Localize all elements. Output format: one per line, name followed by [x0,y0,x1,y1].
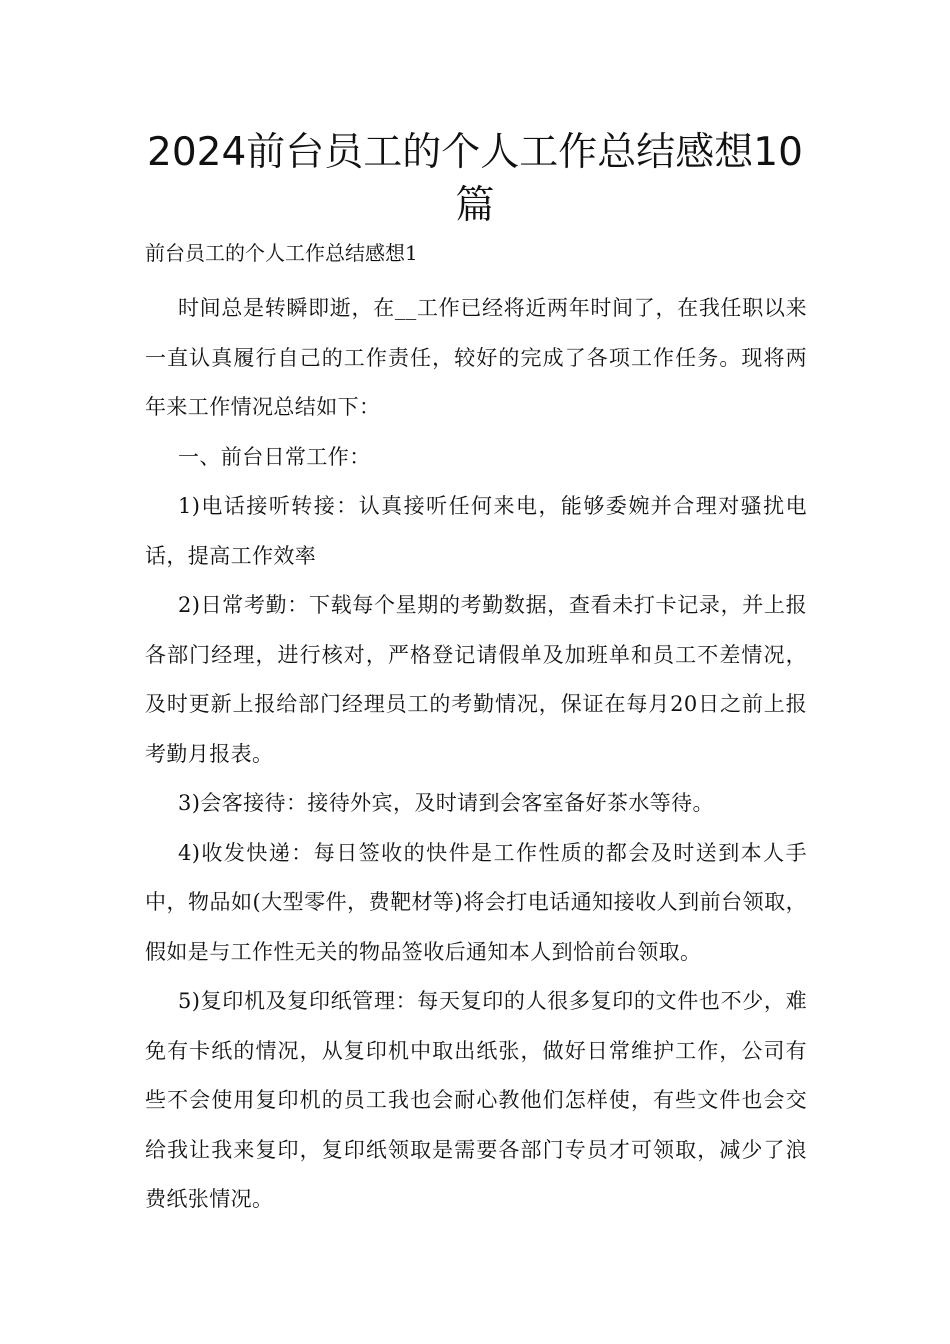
paragraph-phone: 1)电话接听转接：认真接听任何来电，能够委婉并合理对骚扰电话，提高工作效率 [145,494,807,568]
paragraph-section-one: 一、前台日常工作： [178,444,371,469]
paragraph-reception: 3)会客接待：接待外宾，及时请到会客室备好茶水等待。 [178,791,714,815]
document-body [145,284,807,1225]
paragraph-intro: 时间总是转瞬即逝，在__工作已经将近两年时间了，在我任职以来一直认真履行自己的工作责任，较好的完成了各项工作任务。现将两年来工作情况总结如下： [145,296,807,419]
paragraph-attendance: 2)日常考勤：下载每个星期的考勤数据，查看未打卡记录，并上报各部门经理，进行核对，严格登记请假单及加班单和员工不差情况，及时更新上报给部门经理员工的考勤情况，保证在每月20日之前上报考勤月报表。 [145,593,807,766]
section-heading: 前台员工的个人工作总结感想1 [145,241,418,265]
paragraph-courier: 4)收发快递：每日签收的快件是工作性质的都会及时送到本人手中，物品如(大型零件，费靶材等)将会打电话通知接收人到前台领取，假如是与工作性无关的物品签收后通知本人到恰前台领取。 [145,840,807,964]
paragraph-copier: 5)复印机及复印纸管理：每天复印的人很多复印的文件也不少，难免有卡纸的情况，从复印机中取出纸张，做好日常维护工作，公司有些不会使用复印机的员工我也会耐心教他们怎样使，有些文件也会交给我让我来复印，复印纸领取是需要各部门专员才可领取，减少了浪费纸张情况。 [145,989,807,1211]
document-title: 2024前台员工的个人工作总结感想10篇 [147,130,803,228]
